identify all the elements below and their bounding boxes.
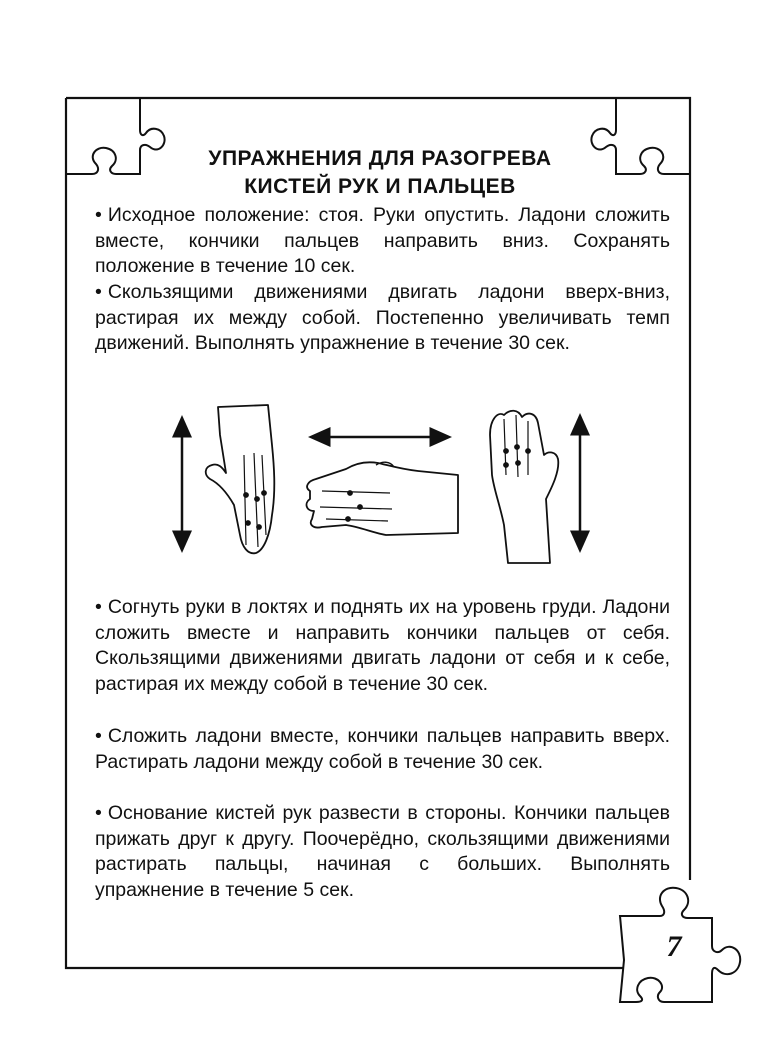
paragraph-text: Основание кистей рук развести в стороны. Кончики пальцев прижать друг к другу. Поочерёдно, скользящими движениями растирать пальцы, начиная с больших. Выполнять упражнение в течение 5 сек. [95,802,670,901]
bullet-icon: • [95,725,102,747]
title-line-2: КИСТЕЙ РУК И ПАЛЬЦЕВ [244,175,516,198]
page-number: 7 [666,930,682,963]
paragraph-3 [95,595,670,697]
paragraph-text: Скользящими движениями двигать ладони вверх-вниз, растирая их между собой. Постепенно увеличивать темп движений. Выполнять упражнение в течение 30 сек. [95,281,670,354]
bullet-icon: • [95,281,102,303]
paragraph-5 [95,801,670,903]
hands-up-icon [490,411,558,563]
page-title [120,145,640,201]
paragraph-text: Исходное положение: стоя. Руки опустить. Ладони сложить вместе, кончики пальцев направить вниз. Сохранять положение в течение 10 сек. [95,204,670,277]
paragraph-text: Сложить ладони вместе, кончики пальцев направить вверх. Растирать ладони между собой в течение 30 сек. [95,725,670,773]
paragraph-4 [95,724,670,775]
bullet-icon: • [95,802,102,824]
bullet-icon: • [95,596,102,618]
hands-forward-icon [307,462,458,535]
paragraph-2 [95,280,670,357]
hands-down-icon [206,405,275,553]
paragraph-1 [95,203,670,280]
paragraph-text: Согнуть руки в локтях и поднять их на уровень груди. Ладони сложить вместе и направить кончики пальцев от себя. Скользящими движениями двигать ладони от себя и к себе, растирая их между собой в течение 30 сек. [95,596,670,695]
title-line-1: УПРАЖНЕНИЯ ДЛЯ РАЗОГРЕВА [208,147,552,170]
hands-illustration [160,395,610,570]
bullet-icon: • [95,204,102,226]
